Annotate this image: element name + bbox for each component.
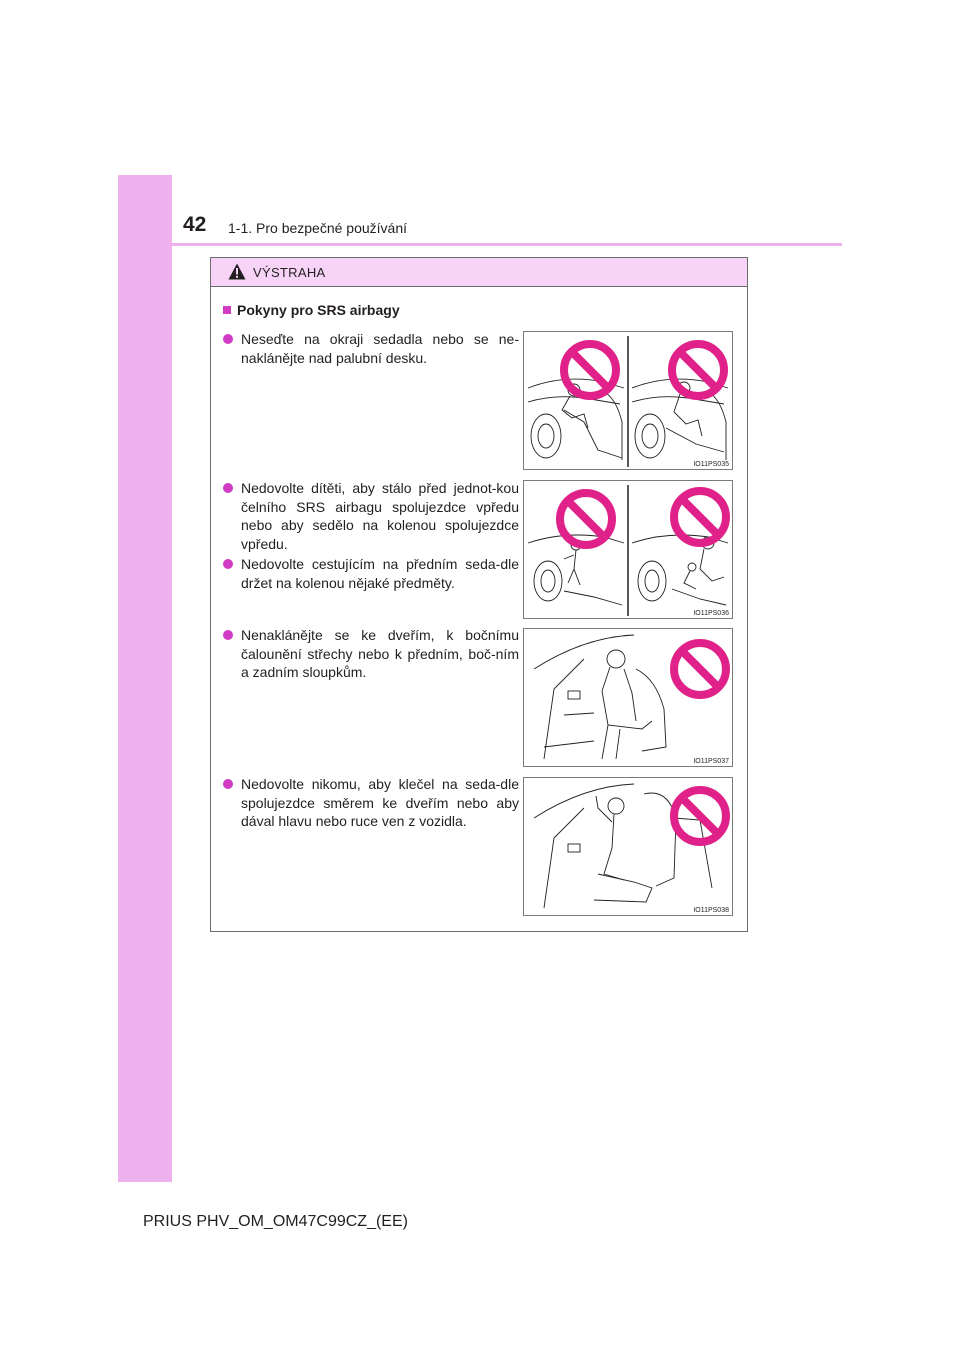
prohibition-icon xyxy=(674,491,726,543)
figure-code: IO11PS037 xyxy=(693,758,729,765)
side-color-strip xyxy=(118,175,172,1182)
list-item xyxy=(223,330,519,367)
prohibition-icon xyxy=(674,790,726,842)
figure-drawing xyxy=(524,629,732,766)
bullet-icon xyxy=(223,483,233,493)
list-item xyxy=(223,626,519,682)
list-item xyxy=(223,479,519,553)
list-item xyxy=(223,555,519,592)
prohibition-icon xyxy=(674,643,726,695)
warning-box xyxy=(210,257,748,932)
list-item-text: Nenaklánějte se ke dveřím, k bočnímu čalounění střechy nebo k předním, boč-ním a zadním sloupkům. xyxy=(241,627,519,680)
list-item xyxy=(223,775,519,831)
warning-label: VÝSTRAHA xyxy=(253,265,326,280)
figure-illustration xyxy=(523,480,733,619)
page-number: 42 xyxy=(183,213,207,236)
header-rule xyxy=(118,243,842,246)
bullet-icon xyxy=(223,559,233,569)
figure-illustration xyxy=(523,331,733,470)
prohibition-icon xyxy=(564,344,616,396)
list-item-text: Nedovolte cestujícím na předním seda-dle držet na kolenou nějaké předměty. xyxy=(241,556,519,591)
figure-code: IO11PS036 xyxy=(693,610,729,617)
warning-triangle-icon xyxy=(228,263,246,280)
subheading-text: Pokyny pro SRS airbagy xyxy=(237,302,400,318)
list-item-text: Nedovolte dítěti, aby stálo před jednot-kou čelního SRS airbagu spolujezdce vpředu nebo aby sedělo na kolenou spolujezdce vpředu. xyxy=(241,480,519,552)
section-title: 1-1. Pro bezpečné používání xyxy=(228,220,408,236)
figure-drawing xyxy=(524,332,732,469)
figure-illustration xyxy=(523,777,733,916)
figure-drawing xyxy=(524,481,732,618)
prohibition-icon xyxy=(672,344,724,396)
prohibition-icon xyxy=(560,493,612,545)
figure-code: IO11PS035 xyxy=(693,461,729,468)
figure-code: IO11PS038 xyxy=(693,907,729,914)
list-item-text: Neseďte na okraji sedadla nebo se ne-naklánějte nad palubní desku. xyxy=(241,331,519,366)
warning-subheading xyxy=(223,302,400,318)
figure-drawing xyxy=(524,778,732,915)
bullet-icon xyxy=(223,334,233,344)
square-bullet-icon xyxy=(223,306,231,314)
document-code: PRIUS PHV_OM_OM47C99CZ_(EE) xyxy=(143,1213,408,1230)
bullet-icon xyxy=(223,630,233,640)
figure-illustration xyxy=(523,628,733,767)
list-item-text: Nedovolte nikomu, aby klečel na seda-dle spolujezdce směrem ke dveřím nebo aby dával hlavu nebo ruce ven z vozidla. xyxy=(241,776,519,829)
bullet-icon xyxy=(223,779,233,789)
warning-header xyxy=(211,258,747,287)
